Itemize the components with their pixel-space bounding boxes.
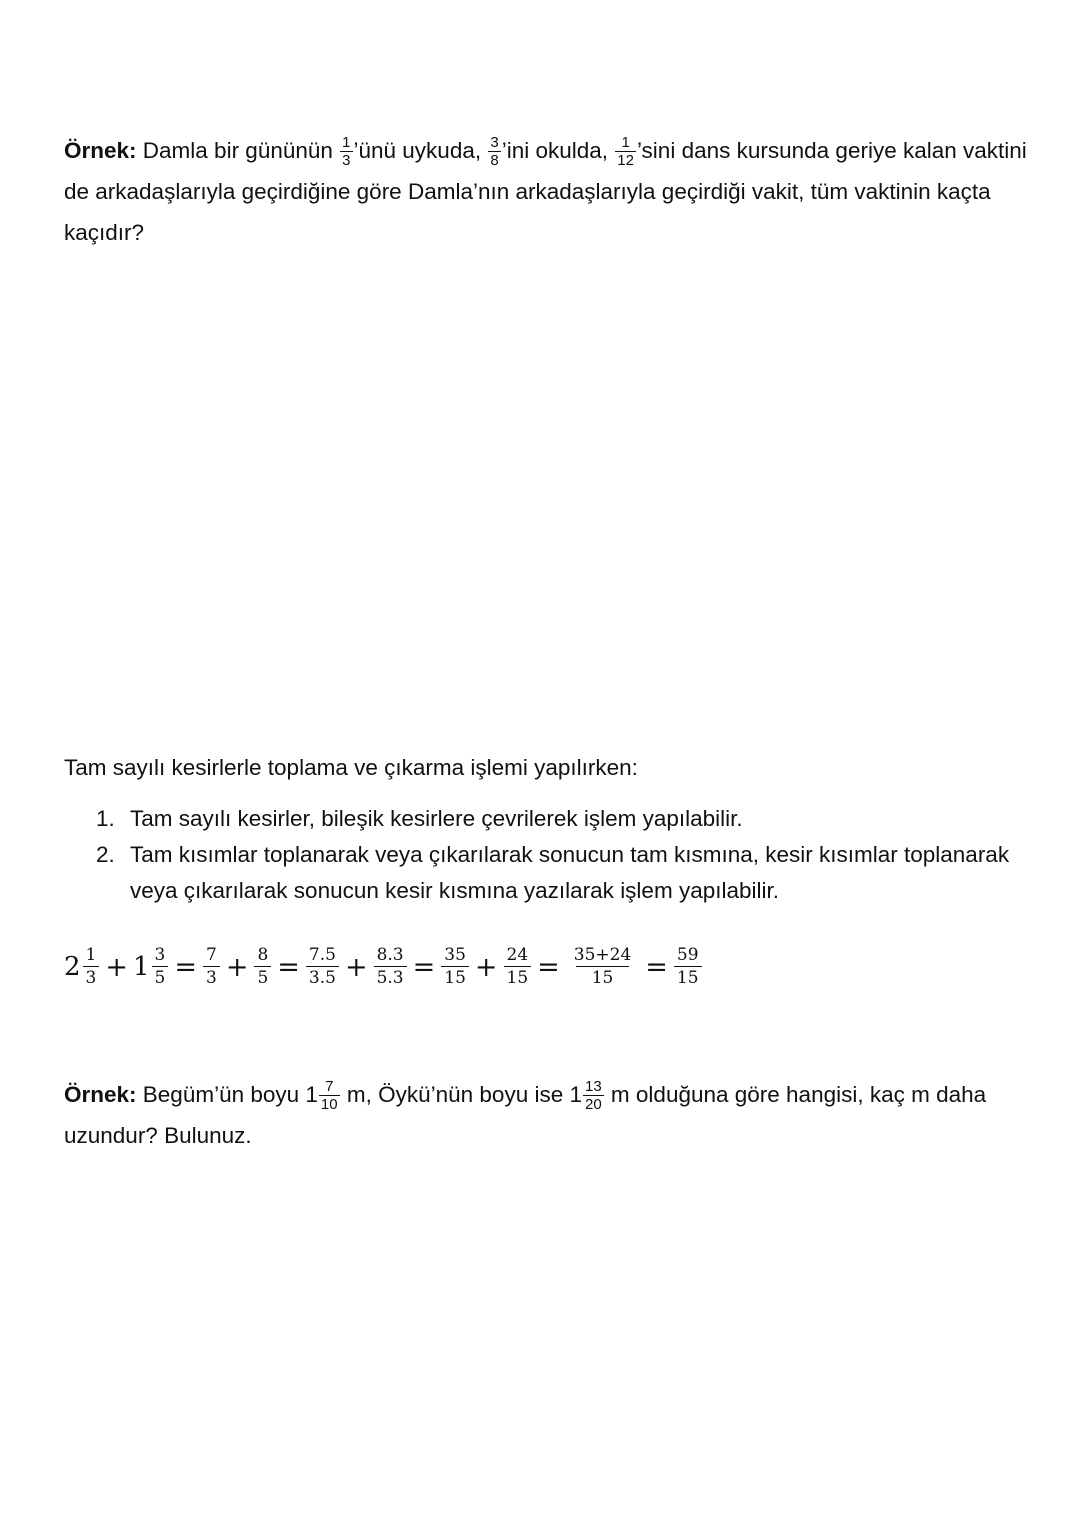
step4-fraction-b: $\frac{24}{15}$ <box>504 944 532 989</box>
plus-sign: + <box>344 952 368 983</box>
worked-equation <box>64 945 703 990</box>
example-1-label: Örnek: <box>64 138 137 163</box>
mixed-number-begum: 1 $\frac{7}{10}$ <box>305 1077 338 1113</box>
example-2-question <box>64 1074 1039 1156</box>
step2-fraction-a: $\frac{7}{3}$ <box>203 944 220 989</box>
step3-fraction-b: $\frac{8.3}{5.3}$ <box>374 944 407 989</box>
plus-sign: + <box>105 952 128 983</box>
result-fraction: $\frac{59}{15}$ <box>674 944 702 989</box>
equals-sign: = <box>537 952 560 983</box>
step2-fraction-b: $\frac{8}{5}$ <box>254 944 271 989</box>
rule-item: 2. Tam kısımlar toplanarak veya çıkarılarak sonucun tam kısmına, kesir kısımlar toplanarak veya çıkarılarak sonucun kesir kısmına yazılarak işlem yapılabilir. <box>96 842 1010 903</box>
example-2-text-3: m olduğuna göre hangisi, kaç m daha uzundur? Bulunuz. <box>64 1082 987 1148</box>
equals-sign: = <box>412 952 436 983</box>
rule-item: 1. Tam sayılı kesirler, bileşik kesirlere çevrilerek işlem yapılabilir. <box>96 806 743 831</box>
example-2-text-1: Begüm’ün boyu <box>136 1082 306 1107</box>
equals-sign: = <box>277 952 300 983</box>
example-1-text-4: ’sini dans kursunda geriye kalan vaktini de arkadaşlarıyla geçirdiğine göre Damla’nın arkadaşlarıyla geçirdiği vakit, tüm vaktinin kaçta kaçıdır? <box>64 138 1027 245</box>
example-1-question <box>64 130 1039 253</box>
example-2-label: Örnek: <box>64 1082 137 1107</box>
intro-sentence: Tam sayılı kesirlerle toplama ve çıkarma işlemi yapılırken: <box>64 755 638 780</box>
fraction-one-twelfth: $\frac{1}{12}$ <box>617 133 634 169</box>
plus-sign: + <box>474 952 498 983</box>
equals-sign: = <box>645 952 668 983</box>
equals-sign: = <box>174 952 197 983</box>
example-1-text-2: ’ünü uykuda, <box>353 138 488 163</box>
fraction-one-third: $\frac{1}{3}$ <box>342 133 351 169</box>
example-2-text-2: m, Öykü’nün boyu ise <box>340 1082 570 1107</box>
mixed-number-2: 1 $\frac{3}{5}$ <box>133 945 169 990</box>
plus-sign: + <box>225 952 249 983</box>
mixed-number-1: 2 $\frac{1}{3}$ <box>64 945 100 990</box>
example-1-text-1: Damla bir gününün <box>136 138 340 163</box>
step3-fraction-a: $\frac{7.5}{3.5}$ <box>306 944 339 989</box>
rules-list <box>92 801 1042 909</box>
example-1-text-3: ’ini okulda, <box>501 138 615 163</box>
step4-fraction-a: $\frac{35}{15}$ <box>441 944 469 989</box>
step5-fraction: $\frac{35+24}{15}$ <box>573 945 632 988</box>
fraction-three-eighths: $\frac{3}{8}$ <box>490 133 499 169</box>
mixed-number-oyku: 1 $\frac{13}{20}$ <box>569 1077 602 1113</box>
